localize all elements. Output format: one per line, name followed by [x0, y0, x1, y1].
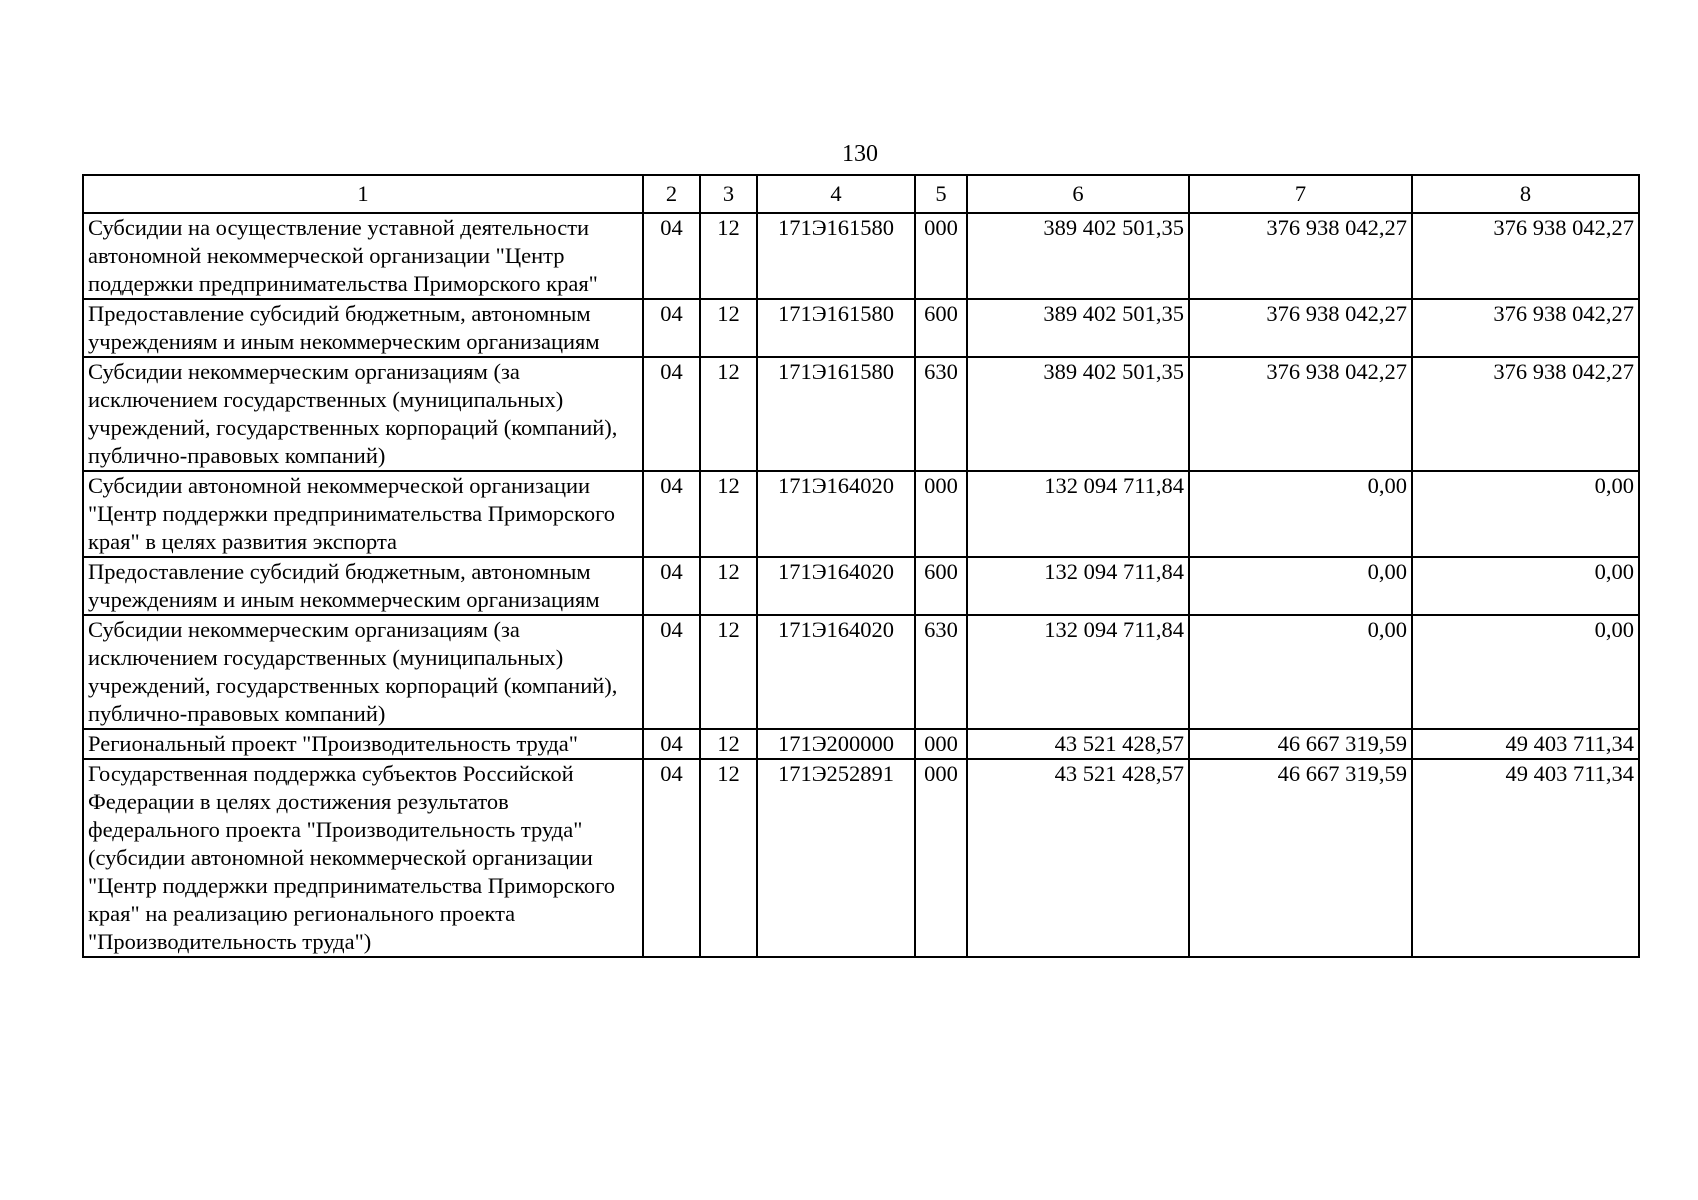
column-header: 2: [643, 175, 700, 213]
amount-col-8: 0,00: [1412, 471, 1639, 557]
target-article-code: 171Э164020: [757, 557, 915, 615]
amount-col-6: 132 094 711,84: [967, 557, 1189, 615]
amount-col-6: 132 094 711,84: [967, 471, 1189, 557]
amount-col-6: 43 521 428,57: [967, 729, 1189, 759]
expense-type-code: 600: [915, 299, 967, 357]
section-code: 04: [643, 615, 700, 729]
expense-type-code: 630: [915, 615, 967, 729]
amount-col-6: 132 094 711,84: [967, 615, 1189, 729]
column-header: 6: [967, 175, 1189, 213]
subsection-code: 12: [700, 299, 757, 357]
amount-col-8: 376 938 042,27: [1412, 213, 1639, 299]
expense-type-code: 000: [915, 213, 967, 299]
target-article-code: 171Э252891: [757, 759, 915, 957]
amount-col-8: 376 938 042,27: [1412, 357, 1639, 471]
target-article-code: 171Э200000: [757, 729, 915, 759]
section-code: 04: [643, 213, 700, 299]
table-row: [83, 471, 1639, 557]
section-code: 04: [643, 759, 700, 957]
target-article-code: 171Э161580: [757, 299, 915, 357]
amount-col-8: 49 403 711,34: [1412, 759, 1639, 957]
table-row: [83, 729, 1639, 759]
page-number: 130: [842, 141, 878, 167]
expense-type-code: 000: [915, 471, 967, 557]
section-code: 04: [643, 299, 700, 357]
column-header: 1: [83, 175, 643, 213]
subsection-code: 12: [700, 615, 757, 729]
table-row: [83, 357, 1639, 471]
row-name: Субсидии некоммерческим организациям (за исключением государственных (муниципальных) учреждений, государственных корпораций (компаний), публично-правовых компаний): [83, 357, 643, 471]
section-code: 04: [643, 729, 700, 759]
amount-col-6: 43 521 428,57: [967, 759, 1189, 957]
row-name: Предоставление субсидий бюджетным, автономным учреждениям и иным некоммерческим организациям: [83, 299, 643, 357]
subsection-code: 12: [700, 357, 757, 471]
subsection-code: 12: [700, 557, 757, 615]
table-row: [83, 759, 1639, 957]
amount-col-7: 376 938 042,27: [1189, 357, 1412, 471]
amount-col-8: 376 938 042,27: [1412, 299, 1639, 357]
expense-type-code: 000: [915, 759, 967, 957]
amount-col-6: 389 402 501,35: [967, 357, 1189, 471]
header-row: [83, 175, 1639, 213]
amount-col-6: 389 402 501,35: [967, 299, 1189, 357]
row-name: Региональный проект "Производительность труда": [83, 729, 643, 759]
budget-table: [82, 174, 1640, 958]
column-header: 5: [915, 175, 967, 213]
section-code: 04: [643, 471, 700, 557]
target-article-code: 171Э161580: [757, 213, 915, 299]
amount-col-7: 46 667 319,59: [1189, 759, 1412, 957]
row-name: Субсидии автономной некоммерческой организации "Центр поддержки предпринимательства Приморского края" в целях развития экспорта: [83, 471, 643, 557]
amount-col-7: 0,00: [1189, 557, 1412, 615]
target-article-code: 171Э164020: [757, 615, 915, 729]
row-name: Предоставление субсидий бюджетным, автономным учреждениям и иным некоммерческим организациям: [83, 557, 643, 615]
section-code: 04: [643, 557, 700, 615]
subsection-code: 12: [700, 729, 757, 759]
amount-col-7: 46 667 319,59: [1189, 729, 1412, 759]
amount-col-8: 0,00: [1412, 557, 1639, 615]
amount-col-8: 0,00: [1412, 615, 1639, 729]
row-name: Субсидии на осуществление уставной деятельности автономной некоммерческой организации "Центр поддержки предпринимательства Приморского края": [83, 213, 643, 299]
row-name: Государственная поддержка субъектов Российской Федерации в целях достижения результатов федерального проекта "Производительность труда" (субсидии автономной некоммерческой организации "Центр поддержки предпринимательства Приморского края" на реализацию регионального проекта "Производительность труда"): [83, 759, 643, 957]
expense-type-code: 600: [915, 557, 967, 615]
column-header: 7: [1189, 175, 1412, 213]
amount-col-6: 389 402 501,35: [967, 213, 1189, 299]
subsection-code: 12: [700, 759, 757, 957]
table-row: [83, 213, 1639, 299]
column-header: 3: [700, 175, 757, 213]
row-name: Субсидии некоммерческим организациям (за исключением государственных (муниципальных) учреждений, государственных корпораций (компаний), публично-правовых компаний): [83, 615, 643, 729]
column-header: 4: [757, 175, 915, 213]
subsection-code: 12: [700, 471, 757, 557]
amount-col-7: 0,00: [1189, 615, 1412, 729]
table-row: [83, 615, 1639, 729]
section-code: 04: [643, 357, 700, 471]
expense-type-code: 630: [915, 357, 967, 471]
amount-col-7: 0,00: [1189, 471, 1412, 557]
target-article-code: 171Э164020: [757, 471, 915, 557]
column-header: 8: [1412, 175, 1639, 213]
expense-type-code: 000: [915, 729, 967, 759]
table-row: [83, 557, 1639, 615]
subsection-code: 12: [700, 213, 757, 299]
amount-col-8: 49 403 711,34: [1412, 729, 1639, 759]
table-row: [83, 299, 1639, 357]
amount-col-7: 376 938 042,27: [1189, 299, 1412, 357]
target-article-code: 171Э161580: [757, 357, 915, 471]
amount-col-7: 376 938 042,27: [1189, 213, 1412, 299]
